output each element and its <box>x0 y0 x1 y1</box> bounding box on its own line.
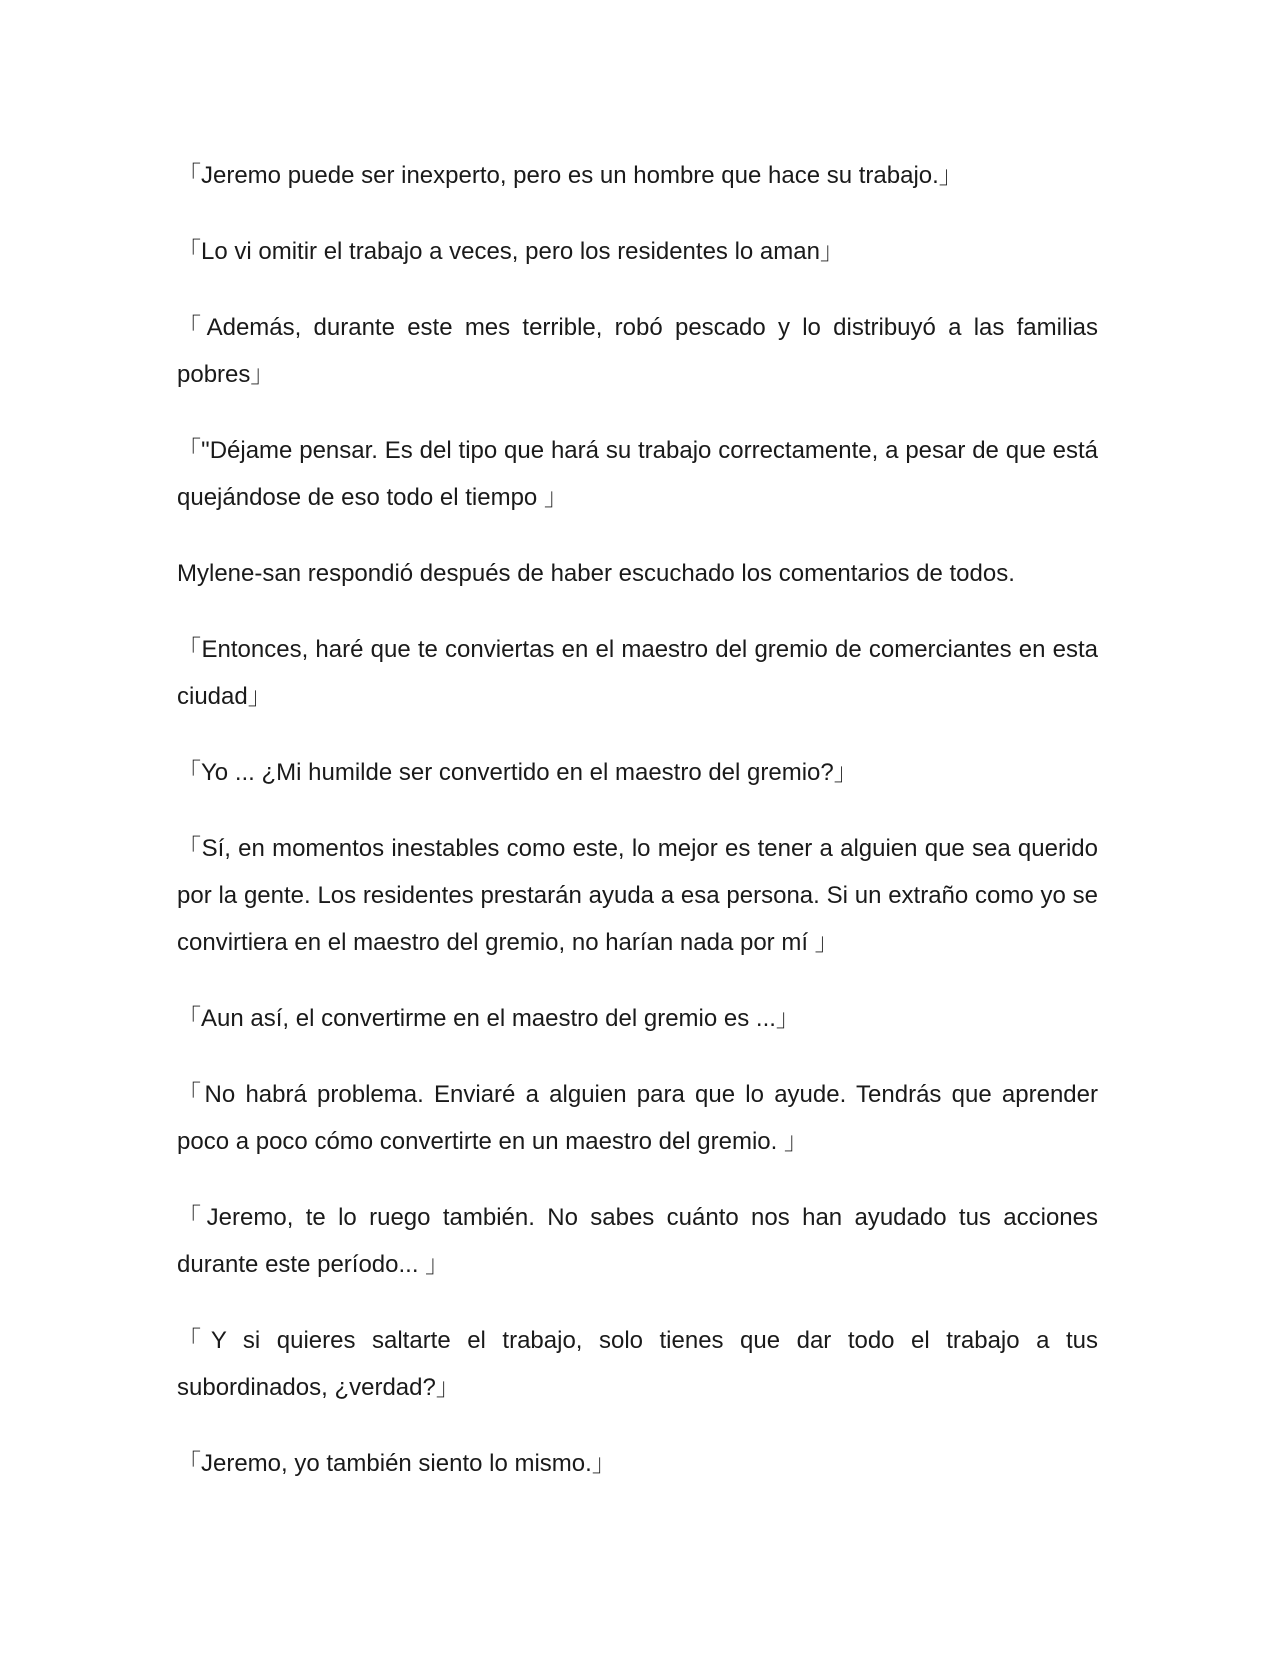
paragraph: 「Lo vi omitir el trabajo a veces, pero los residentes lo aman」 <box>177 238 844 265</box>
document-body <box>177 152 1098 1516</box>
paragraph: 「"Déjame pensar. Es del tipo que hará su trabajo correctamente, a pesar de que está quejándose de eso todo el tiempo 」 <box>177 437 1098 511</box>
paragraph: 「Yo ... ¿Mi humilde ser convertido en el maestro del gremio?」 <box>177 759 858 786</box>
paragraph: Mylene-san respondió después de haber escuchado los comentarios de todos. <box>177 560 1015 587</box>
paragraph: 「Jeremo puede ser inexperto, pero es un hombre que hace su trabajo.」 <box>177 162 963 189</box>
paragraph: 「Sí, en momentos inestables como este, lo mejor es tener a alguien que sea querido por la gente. Los residentes prestarán ayuda a esa persona. Si un extraño como yo se convirtiera en el maestro del gremio, no harían nada por mí 」 <box>177 835 1098 956</box>
paragraph: 「No habrá problema. Enviaré a alguien para que lo ayude. Tendrás que aprender poco a poco cómo convertirte en un maestro del gremio. 」 <box>177 1081 1098 1155</box>
paragraph: 「Jeremo, te lo ruego también. No sabes cuánto nos han ayudado tus acciones durante este período... 」 <box>177 1204 1098 1278</box>
paragraph: 「Además, durante este mes terrible, robó pescado y lo distribuyó a las familias pobres」 <box>177 314 1098 388</box>
paragraph: 「Jeremo, yo también siento lo mismo.」 <box>177 1450 616 1477</box>
paragraph: 「Aun así, el convertirme en el maestro del gremio es ...」 <box>177 1005 800 1032</box>
paragraph: 「Y si quieres saltarte el trabajo, solo tienes que dar todo el trabajo a tus subordinados, ¿verdad?」 <box>177 1327 1098 1401</box>
paragraph: 「Entonces, haré que te conviertas en el maestro del gremio de comerciantes en esta ciudad」 <box>177 636 1098 710</box>
